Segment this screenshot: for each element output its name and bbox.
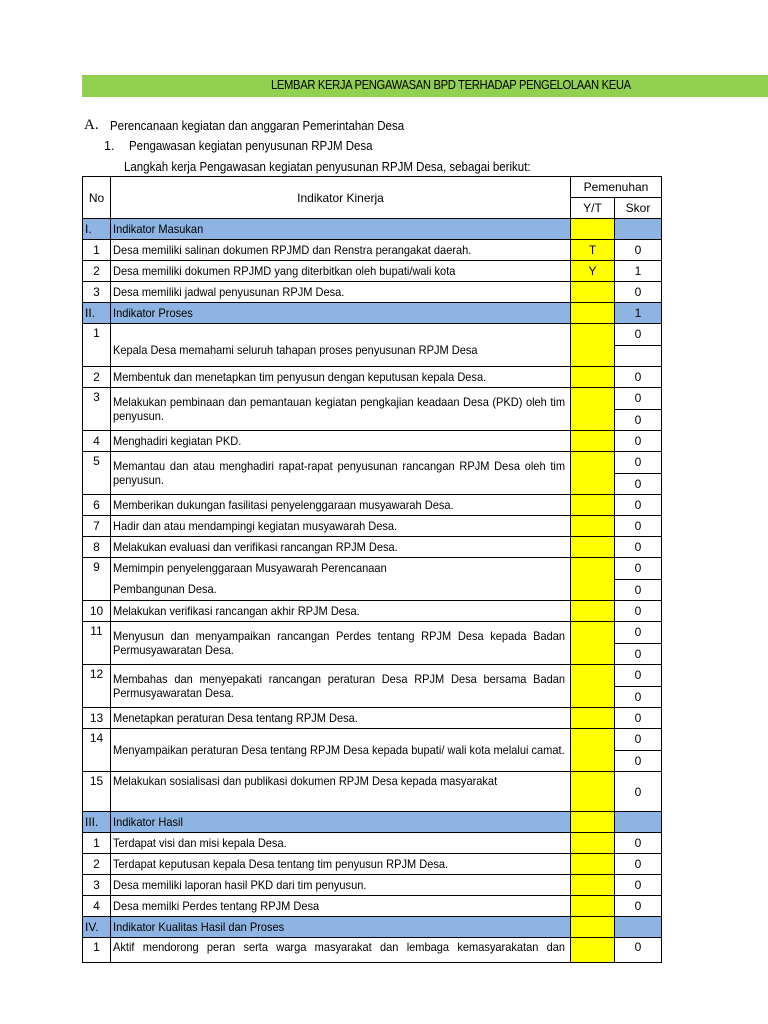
yt-cell[interactable] bbox=[571, 431, 615, 452]
group-row-hasil bbox=[83, 812, 662, 833]
skor-cell: 0 bbox=[615, 896, 662, 917]
yt-cell[interactable] bbox=[571, 324, 615, 367]
table-row bbox=[83, 875, 662, 896]
yt-cell[interactable] bbox=[571, 729, 615, 772]
yt-cell[interactable] bbox=[571, 917, 615, 938]
skor-cell: 0 0 bbox=[615, 388, 662, 431]
yt-cell[interactable] bbox=[571, 708, 615, 729]
row-indicator: Desa memiliki salinan dokumen RPJMD dan Renstra perangakat daerah. bbox=[111, 240, 571, 261]
header-pemenuhan: Pemenuhan bbox=[571, 177, 662, 198]
yt-cell[interactable] bbox=[571, 537, 615, 558]
row-no: 15 bbox=[83, 772, 111, 812]
skor-cell: 0 bbox=[615, 367, 662, 388]
group-label: Indikator Proses bbox=[111, 303, 571, 324]
table-row bbox=[83, 388, 662, 431]
row-no: 12 bbox=[83, 665, 111, 708]
row-indicator: Terdapat keputusan kepala Desa tentang tim penyusun RPJM Desa. bbox=[111, 854, 571, 875]
indicator-table bbox=[82, 176, 662, 963]
page-title: LEMBAR KERJA PENGAWASAN BPD TERHADAP PENGELOLAAN KEUA bbox=[271, 78, 631, 92]
yt-cell[interactable] bbox=[571, 388, 615, 431]
skor-cell bbox=[615, 812, 662, 833]
table-row bbox=[83, 665, 662, 708]
row-no: 1 bbox=[83, 938, 111, 963]
row-no: 1 bbox=[83, 833, 111, 854]
subsection-number: 1. bbox=[104, 139, 115, 153]
yt-cell[interactable] bbox=[571, 665, 615, 708]
group-label: Indikator Kualitas Hasil dan Proses bbox=[111, 917, 571, 938]
row-no: 6 bbox=[83, 495, 111, 516]
skor-cell: 0 bbox=[615, 854, 662, 875]
row-indicator: Desa memiliki laporan hasil PKD dari tim penyusun. bbox=[111, 875, 571, 896]
yt-cell[interactable] bbox=[571, 452, 615, 495]
row-no: 9 bbox=[83, 558, 111, 601]
row-no: 4 bbox=[83, 431, 111, 452]
yt-cell[interactable] bbox=[571, 812, 615, 833]
yt-cell[interactable] bbox=[571, 875, 615, 896]
table-row bbox=[83, 367, 662, 388]
table-row bbox=[83, 896, 662, 917]
yt-cell[interactable] bbox=[571, 219, 615, 240]
table-row bbox=[83, 558, 662, 601]
group-label: Indikator Masukan bbox=[111, 219, 571, 240]
yt-cell[interactable] bbox=[571, 367, 615, 388]
group-no: II. bbox=[83, 303, 111, 324]
section-label: Perencanaan kegiatan dan anggaran Pemerintahan Desa bbox=[110, 119, 405, 133]
yt-cell[interactable] bbox=[571, 833, 615, 854]
row-indicator: Memimpin penyelenggaraan Musyawarah Perencanaan Pembangunan Desa. bbox=[111, 558, 571, 601]
row-indicator: Membahas dan menyepakati rancangan peraturan Desa RPJM Desa bersama Badan Permusyawaratan Desa. bbox=[111, 665, 571, 708]
yt-cell[interactable] bbox=[571, 282, 615, 303]
yt-cell[interactable] bbox=[571, 495, 615, 516]
skor-cell bbox=[615, 219, 662, 240]
header-yt: Y/T bbox=[571, 198, 615, 219]
row-indicator: Membentuk dan menetapkan tim penyusun dengan keputusan kepala Desa. bbox=[111, 367, 571, 388]
yt-cell[interactable] bbox=[571, 772, 615, 812]
row-indicator: Terdapat visi dan misi kepala Desa. bbox=[111, 833, 571, 854]
table-row bbox=[83, 495, 662, 516]
row-no: 4 bbox=[83, 896, 111, 917]
yt-cell[interactable] bbox=[571, 303, 615, 324]
row-indicator: Melakukan pembinaan dan pemantauan kegiatan pengkajian keadaan Desa (PKD) oleh tim penyusun. bbox=[111, 388, 571, 431]
row-indicator: Memberikan dukungan fasilitasi penyelenggaraan musyawarah Desa. bbox=[111, 495, 571, 516]
group-row-masukan bbox=[83, 219, 662, 240]
row-indicator: Melakukan evaluasi dan verifikasi rancangan RPJM Desa. bbox=[111, 537, 571, 558]
row-indicator: Desa memilki Perdes tentang RPJM Desa bbox=[111, 896, 571, 917]
yt-cell[interactable]: T bbox=[571, 240, 615, 261]
row-indicator: Menetapkan peraturan Desa tentang RPJM Desa. bbox=[111, 708, 571, 729]
skor-cell: 0 0 bbox=[615, 729, 662, 772]
row-indicator: Desa memiliki jadwal penyusunan RPJM Desa. bbox=[111, 282, 571, 303]
row-indicator: Menghadiri kegiatan PKD. bbox=[111, 431, 571, 452]
skor-cell: 0 bbox=[615, 875, 662, 896]
table-row bbox=[83, 452, 662, 495]
table-row bbox=[83, 772, 662, 812]
row-indicator: Kepala Desa memahami seluruh tahapan proses penyusunan RPJM Desa bbox=[111, 324, 571, 367]
skor-cell: 0 0 bbox=[615, 558, 662, 601]
header-skor: Skor bbox=[615, 198, 662, 219]
table-row bbox=[83, 833, 662, 854]
skor-cell: 0 0 bbox=[615, 452, 662, 495]
row-no: 13 bbox=[83, 708, 111, 729]
skor-cell bbox=[615, 917, 662, 938]
skor-cell: 0 bbox=[615, 431, 662, 452]
row-indicator: Melakukan sosialisasi dan publikasi dokumen RPJM Desa kepada masyarakat bbox=[111, 772, 571, 812]
header-indikator: Indikator Kinerja bbox=[111, 177, 571, 219]
row-indicator: Desa memiliki dokumen RPJMD yang diterbitkan oleh bupati/wali kota bbox=[111, 261, 571, 282]
table-row bbox=[83, 729, 662, 772]
yt-cell[interactable] bbox=[571, 622, 615, 665]
title-bar bbox=[82, 75, 768, 97]
skor-cell: 0 bbox=[615, 938, 662, 963]
row-indicator: Menyampaikan peraturan Desa tentang RPJM Desa kepada bupati/ wali kota melalui camat. bbox=[111, 729, 571, 772]
group-no: I. bbox=[83, 219, 111, 240]
table-row bbox=[83, 516, 662, 537]
yt-cell[interactable] bbox=[571, 601, 615, 622]
table-header-row bbox=[83, 177, 662, 198]
table-row bbox=[83, 282, 662, 303]
intro-text: Langkah kerja Pengawasan kegiatan penyusunan RPJM Desa, sebagai berikut: bbox=[124, 160, 531, 174]
table-row bbox=[83, 854, 662, 875]
table-row bbox=[83, 601, 662, 622]
yt-cell[interactable] bbox=[571, 896, 615, 917]
skor-cell: 0 bbox=[615, 708, 662, 729]
row-no: 1 bbox=[83, 240, 111, 261]
table-row bbox=[83, 431, 662, 452]
group-row-proses bbox=[83, 303, 662, 324]
row-indicator: Aktif mendorong peran serta warga masyarakat dan lembaga kemasyarakatan dan bbox=[111, 938, 571, 963]
table-row bbox=[83, 708, 662, 729]
skor-cell: 0 bbox=[615, 537, 662, 558]
table-row bbox=[83, 240, 662, 261]
row-no: 3 bbox=[83, 875, 111, 896]
row-no: 5 bbox=[83, 452, 111, 495]
header-no: No bbox=[83, 177, 111, 219]
row-no: 1 bbox=[83, 324, 111, 367]
row-indicator: Memantau dan atau menghadiri rapat-rapat penyusunan rancangan RPJM Desa oleh tim penyusun. bbox=[111, 452, 571, 495]
yt-cell[interactable] bbox=[571, 558, 615, 601]
row-no: 2 bbox=[83, 854, 111, 875]
subsection-label: Pengawasan kegiatan penyusunan RPJM Desa bbox=[129, 139, 373, 153]
skor-cell: 0 bbox=[615, 324, 662, 367]
row-no: 7 bbox=[83, 516, 111, 537]
row-no: 2 bbox=[83, 261, 111, 282]
skor-cell: 0 bbox=[615, 240, 662, 261]
table-row bbox=[83, 324, 662, 367]
table-row bbox=[83, 938, 662, 963]
yt-cell[interactable] bbox=[571, 938, 615, 963]
skor-cell: 0 bbox=[615, 282, 662, 303]
skor-cell: 0 bbox=[615, 516, 662, 537]
row-no: 2 bbox=[83, 367, 111, 388]
row-indicator: Hadir dan atau mendampingi kegiatan musyawarah Desa. bbox=[111, 516, 571, 537]
skor-cell: 0 bbox=[615, 772, 662, 812]
table-row bbox=[83, 261, 662, 282]
skor-cell: 0 bbox=[615, 833, 662, 854]
skor-cell: 0 0 bbox=[615, 665, 662, 708]
skor-cell: 1 bbox=[615, 261, 662, 282]
group-row-kualitas bbox=[83, 917, 662, 938]
group-label: Indikator Hasil bbox=[111, 812, 571, 833]
row-no: 3 bbox=[83, 282, 111, 303]
row-no: 3 bbox=[83, 388, 111, 431]
row-indicator: Melakukan verifikasi rancangan akhir RPJM Desa. bbox=[111, 601, 571, 622]
yt-cell[interactable] bbox=[571, 516, 615, 537]
skor-cell: 0 0 bbox=[615, 622, 662, 665]
group-no: III. bbox=[83, 812, 111, 833]
skor-cell: 0 bbox=[615, 601, 662, 622]
skor-cell: 0 bbox=[615, 495, 662, 516]
table-row bbox=[83, 537, 662, 558]
row-no: 14 bbox=[83, 729, 111, 772]
group-no: IV. bbox=[83, 917, 111, 938]
row-indicator: Menyusun dan menyampaikan rancangan Perdes tentang RPJM Desa kepada Badan Permusyawaratan Desa. bbox=[111, 622, 571, 665]
row-no: 11 bbox=[83, 622, 111, 665]
row-no: 8 bbox=[83, 537, 111, 558]
skor-cell: 1 bbox=[615, 303, 662, 324]
yt-cell[interactable] bbox=[571, 854, 615, 875]
section-letter: A. bbox=[84, 117, 99, 133]
row-no: 10 bbox=[83, 601, 111, 622]
table-row bbox=[83, 622, 662, 665]
yt-cell[interactable]: Y bbox=[571, 261, 615, 282]
